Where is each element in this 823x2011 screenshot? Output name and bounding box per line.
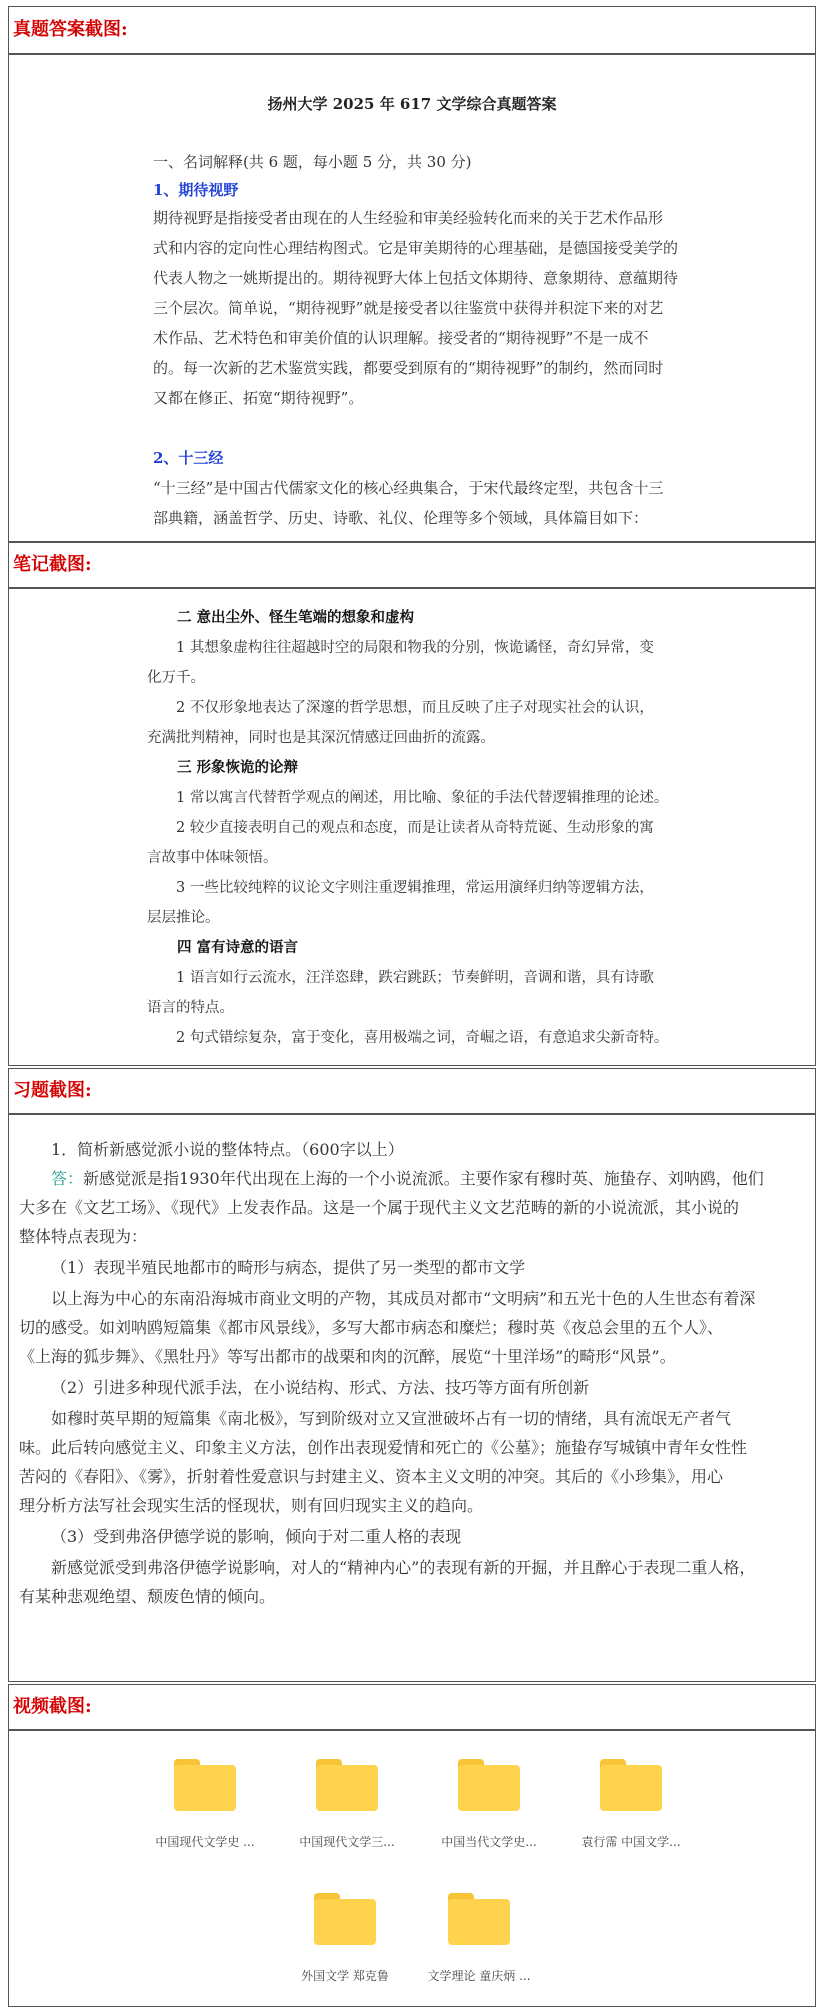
notes-paragraph: 2 不仅形象地表达了深邃的哲学思想，而且反映了庄子对现实社会的认识，	[176, 700, 654, 716]
section-header-notes	[8, 542, 816, 588]
folder-item[interactable]	[135, 1759, 275, 1850]
folder-icon	[448, 1893, 510, 1945]
folder-icon	[316, 1759, 378, 1811]
term1-line: 式和内容的定向性心理结构图式。它是审美期待的心理基础，是德国接受美学的	[153, 239, 679, 257]
section-header-answer	[8, 6, 816, 54]
notes-paragraph: 化万千。	[147, 670, 205, 686]
term1-line: 又都在修正、拓宽“期待视野”。	[153, 389, 364, 407]
answer-text: 新感觉派受到弗洛伊德学说影响，对人的“精神内心”的表现有新的开掘，并且醉心于表现二重人格，	[51, 1558, 756, 1577]
term1-line: 期待视野是指接受者由现在的人生经验和审美经验转化而来的关于艺术作品形	[153, 209, 664, 227]
notes-paragraph: 言故事中体味领悟。	[147, 850, 278, 866]
answer-doc-title: 扬州大学 2025 年 617 文学综合真题答案	[267, 95, 557, 113]
term1-line: 三个层次。简单说，“期待视野”就是接受者以往鉴赏中获得并积淀下来的对艺	[153, 299, 664, 317]
section-label-notes: 笔记截图:	[13, 554, 92, 575]
answer-text: 大多在《文艺工场》、《现代》上发表作品。这是一个属于现代主义文艺范畴的新的小说流派，其小说的	[19, 1198, 740, 1217]
folder-item[interactable]	[561, 1759, 701, 1850]
exercise-point-3: （3）受到弗洛伊德学说的影响，倾向于对二重人格的表现	[51, 1527, 462, 1546]
notes-paragraph: 2 句式错综复杂，富于变化，喜用极端之词，奇崛之语，有意追求尖新奇特。	[176, 1030, 669, 1046]
answer-text: 有某种悲观绝望、颓废色情的倾向。	[19, 1587, 276, 1606]
notes-paragraph: 层层推论。	[147, 910, 220, 926]
folder-icon	[458, 1759, 520, 1811]
notes-screenshot	[8, 588, 816, 1066]
notes-paragraph: 1 语言如行云流水，汪洋恣肆，跌宕跳跃；节奏鲜明，音调和谐，具有诗歌	[176, 970, 654, 986]
answer-text: 如穆时英早期的短篇集《南北极》，写到阶级对立又宣泄破坏占有一切的情绪，具有流氓无产者气	[51, 1409, 732, 1428]
notes-paragraph: 1 常以寓言代替哲学观点的阐述，用比喻、象征的手法代替逻辑推理的论述。	[176, 790, 669, 806]
term1-title: 1、期待视野	[153, 181, 239, 199]
answer-text: 新感觉派是指1930年代出现在上海的一个小说流派。主要作家有穆时英、施蛰存、刘呐鸥，他们	[83, 1169, 764, 1188]
notes-heading-4: 四 富有诗意的语言	[177, 939, 299, 956]
section-label-video: 视频截图:	[13, 1696, 92, 1717]
answer-text: 切的感受。如刘呐鸥短篇集《都市风景线》，多写大都市病态和糜烂；穆时英《夜总会里的五个人》、	[19, 1318, 724, 1337]
folder-label: 文学理论 童庆炳 ...	[427, 1969, 531, 1983]
term2-line: 部典籍，涵盖哲学、历史、诗歌、礼仪、伦理等多个领域，具体篇目如下：	[153, 509, 649, 527]
term2-title: 2、十三经	[153, 449, 224, 467]
notes-paragraph: 1 其想象虚构往往超越时空的局限和物我的分别，恢诡谲怪，奇幻异常，变	[176, 640, 654, 656]
folder-icon	[174, 1759, 236, 1811]
exercise-screenshot	[8, 1114, 816, 1682]
folder-item[interactable]	[419, 1759, 559, 1850]
folder-icon	[600, 1759, 662, 1811]
answer-screenshot	[8, 54, 816, 542]
folder-item[interactable]	[409, 1893, 549, 1984]
answer-text: 以上海为中心的东南沿海城市商业文明的产物，其成员对都市“文明病”和五光十色的人生世态有着深	[51, 1289, 756, 1308]
answer-text: 《上海的狐步舞》、《黑牡丹》等写出都市的战栗和肉的沉醉，展览“十里洋场”的畸形“风景”。	[19, 1347, 676, 1366]
exercise-point-2: （2）引进多种现代派手法，在小说结构、形式、方法、技巧等方面有所创新	[51, 1378, 590, 1397]
folder-label: 中国现代文学三...	[299, 1835, 395, 1849]
exercise-point-1: （1）表现半殖民地都市的畸形与病态，提供了另一类型的都市文学	[51, 1258, 526, 1277]
exercise-question: 1．简析新感觉派小说的整体特点。（600字以上）	[51, 1140, 404, 1159]
notes-paragraph: 3 一些比较纯粹的议论文字则注重逻辑推理，常运用演绎归纳等逻辑方法，	[176, 880, 654, 896]
term1-line: 代表人物之一姚斯提出的。期待视野大体上包括文体期待、意象期待、意蕴期待	[153, 269, 679, 287]
folder-icon	[314, 1893, 376, 1945]
section-label-exercises: 习题截图:	[13, 1080, 92, 1101]
term1-line: 的。每一次新的艺术鉴赏实践，都要受到原有的“期待视野”的制约，然而同时	[153, 359, 664, 377]
section-header-exercises	[8, 1068, 816, 1114]
answer-text: 味。此后转向感觉主义、印象主义方法，创作出表现爱情和死亡的《公墓》；施蛰存写城镇中青年女性性	[19, 1438, 748, 1457]
folder-label: 袁行霈 中国文学...	[581, 1835, 681, 1849]
notes-paragraph: 2 较少直接表明自己的观点和态度，而是让读者从奇特荒诞、生动形象的寓	[176, 820, 654, 836]
term1-line: 术作品、艺术特色和审美价值的认识理解。接受者的“期待视野”不是一成不	[153, 329, 649, 347]
folder-label: 中国现代文学史 ...	[155, 1835, 255, 1849]
folder-label: 外国文学 郑克鲁	[301, 1969, 389, 1983]
section-label-answer: 真题答案截图:	[13, 19, 128, 40]
answer-text: 整体特点表现为：	[19, 1227, 148, 1246]
folder-item[interactable]	[275, 1893, 415, 1984]
section-header-video	[8, 1684, 816, 1730]
notes-heading-3: 三 形象恢诡的论辩	[177, 759, 299, 776]
term2-line: “十三经”是中国古代儒家文化的核心经典集合，于宋代最终定型，共包含十三	[153, 479, 664, 497]
folder-item[interactable]	[277, 1759, 417, 1850]
folder-label: 中国当代文学史...	[441, 1835, 537, 1849]
answer-text: 理分析方法写社会现实生活的怪现状，则有回归现实主义的趋向。	[19, 1496, 484, 1515]
notes-paragraph: 语言的特点。	[147, 1000, 234, 1016]
answer-label: 答：	[51, 1169, 84, 1188]
notes-heading-2: 二 意出尘外、怪生笔端的想象和虚构	[177, 609, 415, 626]
answer-intro: 一、名词解释(共 6 题，每小题 5 分，共 30 分)	[153, 153, 472, 171]
video-screenshot	[8, 1730, 816, 2007]
notes-paragraph: 充满批判精神，同时也是其深沉情感迂回曲折的流露。	[147, 730, 495, 746]
answer-text: 苦闷的《春阳》、《雾》，折射着性爱意识与封建主义、资本主义文明的冲突。其后的《小珍集》，用心	[19, 1467, 724, 1486]
